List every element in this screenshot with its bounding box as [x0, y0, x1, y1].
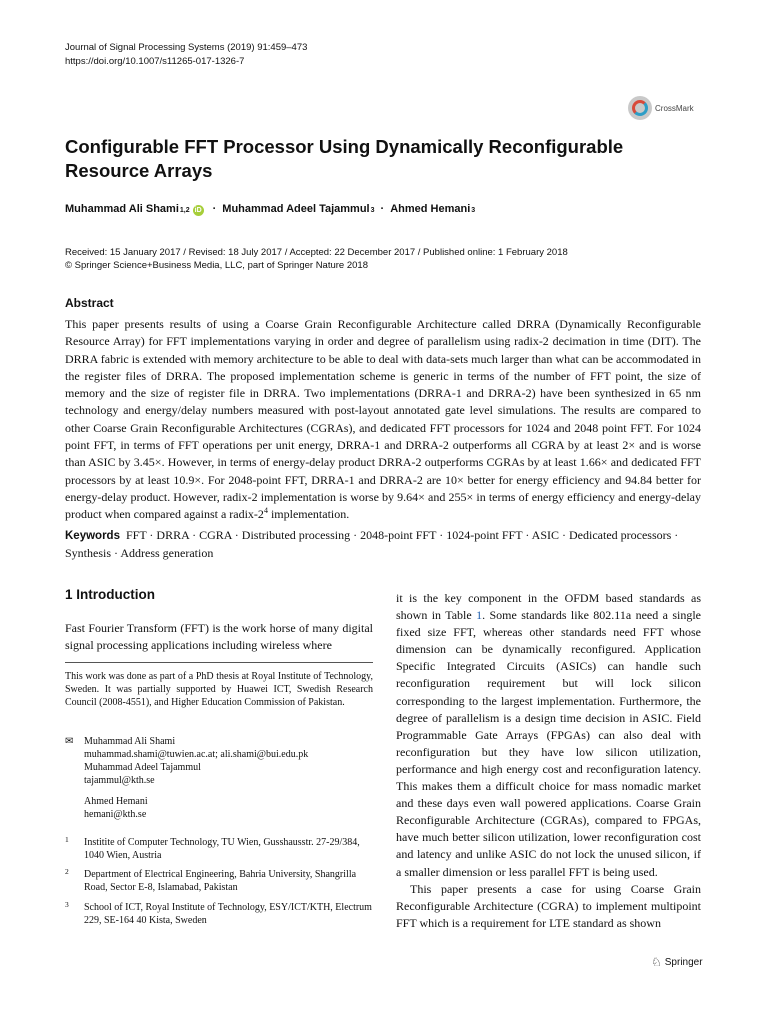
- correspondence-line: Muhammad Adeel Tajammul: [84, 762, 201, 773]
- doi-link[interactable]: https://doi.org/10.1007/s11265-017-1326-7: [65, 56, 245, 67]
- crossmark-label: CrossMark: [655, 103, 694, 113]
- section-heading: 1 Introduction: [65, 587, 155, 602]
- author-separator: ·: [380, 203, 385, 215]
- date-history: Received: 15 January 2017 / Revised: 18 July 2017 / Accepted: 22 December 2017 / Published online: 1 February 2018: [65, 247, 568, 258]
- correspondence-email[interactable]: hemani@kth.se: [84, 809, 147, 820]
- intro-right-paragraph-1: [396, 590, 701, 881]
- author-affiliation-sup: 3: [471, 207, 476, 214]
- intro-right-paragraph-2: This paper presents a case for using Coarse Grain Reconfigurable Architecture (CGRA) to implement multipoint FFT which is a requirement for LTE standard as shown: [396, 881, 701, 930]
- crossmark-icon: [628, 96, 652, 120]
- springer-horse-icon: ♘: [651, 955, 662, 969]
- intro-right-column: [396, 590, 701, 932]
- correspondence-email[interactable]: tajammul@kth.se: [84, 775, 155, 786]
- abstract-heading: Abstract: [65, 296, 114, 310]
- correspondence-line: Muhammad Ali Shami: [84, 736, 176, 747]
- publisher-name: Springer: [664, 956, 703, 968]
- publisher-logo: [651, 955, 703, 969]
- orcid-icon[interactable]: iD: [194, 207, 202, 214]
- affiliation-text: Institite of Computer Technology, TU Wien, Gusshausstr. 27-29/384, 1040 Wien, Austria: [84, 837, 360, 861]
- keywords-text: FFT · DRRA · CGRA · Distributed processing · 2048-point FFT · 1024-point FFT · ASIC · Dedicated processors · Synthesis · Address generation: [65, 528, 679, 560]
- author-list: [65, 203, 475, 216]
- affiliation-text: School of ICT, Royal Institute of Technology, ESY/ICT/KTH, Electrum 229, SE-164 40 Kista, Sweden: [84, 902, 372, 926]
- footnote-divider: [65, 662, 373, 663]
- journal-citation: Journal of Signal Processing Systems (2019) 91:459–473: [65, 42, 308, 53]
- author-name[interactable]: Muhammad Adeel Tajammul: [222, 203, 370, 215]
- footnote-text: This work was done as part of a PhD thesis at Royal Institute of Technology, Sweden. It was partially supported by Huawei ICT, Swedish Research Council (2008-4551), and Higher Education Commission of Pakistan.: [65, 671, 373, 708]
- journal-header: [65, 41, 307, 69]
- abstract-end: implementation.: [267, 507, 350, 522]
- intro-text: . Some standards like 802.11a need a single fixed size FFT, whereas other standards need FFT whose dimension can be dynamically reconfigured. Application Specific Integrated Circuits (ASICs) can handle such reconfiguration requirement but will lock silicon corresponding to the largest implementation. Furthermore, the degree of parallelism is a design time decision in ASIC. Field Programmable Gate Arrays (FPGAs) can also deal with reconfiguration but they have low silicon utilization, performance and high energy cost and reconfiguration latency. This makes them a difficult choice for mass nomadic market and these days even wall powered applications. Coarse Grain Reconfigurable Architecture (CGRAs), compared to FPGAs, have much better silicon utilization, lower reconfiguration cost and latency and unlike ASIC do not lock the unused silicon, if a smaller dimension or less parallel FFT is being used.: [396, 608, 701, 879]
- affiliation-1: [65, 836, 375, 862]
- affiliation-number: 3: [65, 900, 69, 909]
- affiliation-number: 2: [65, 867, 69, 876]
- affiliation-2: [65, 868, 375, 894]
- correspondence-block: [65, 735, 308, 821]
- table-reference-link[interactable]: 1: [476, 608, 483, 623]
- intro-left-paragraph: Fast Fourier Transform (FFT) is the work horse of many digital signal processing applications including wireless where: [65, 621, 373, 652]
- abstract-superscript: 4: [263, 506, 268, 516]
- correspondence-email[interactable]: muhammad.shami@tuwien.ac.at; ali.shami@bui.edu.pk: [84, 749, 309, 760]
- keywords: [65, 527, 701, 562]
- author-affiliation-sup: 3: [370, 207, 375, 214]
- crossmark-badge[interactable]: [628, 94, 704, 122]
- affiliation-text: Department of Electrical Engineering, Bahria University, Shangrilla Road, Sector E-8, Islamabad, Pakistan: [84, 869, 357, 893]
- envelope-icon: ✉: [65, 736, 74, 747]
- publication-dates: [65, 246, 568, 272]
- author-separator: ·: [212, 203, 217, 215]
- affiliation-3: [65, 901, 375, 927]
- author-name[interactable]: Muhammad Ali Shami: [65, 203, 179, 215]
- author-affiliation-sup: 1,2: [179, 207, 190, 214]
- correspondence-line: Ahmed Hemani: [84, 796, 148, 807]
- keywords-label: Keywords: [65, 530, 120, 542]
- paper-title: Configurable FFT Processor Using Dynamically Reconfigurable Resource Arrays: [65, 136, 624, 181]
- copyright-line: © Springer Science+Business Media, LLC, part of Springer Nature 2018: [65, 260, 368, 271]
- abstract-body: This paper presents results of using a Coarse Grain Reconfigurable Architecture called DRRA (Dynamically Reconfigurable Resource Array) for FFT implementations varying in order and degree of parallelism using radix-2 decimation in time (DIT). The DRRA fabric is extended with memory architecture to be able to deal with data-sets much larger than what can be accommodated in the register files of DRRA. The proposed implementation scheme is generic in terms of the number of FFT point, the size of memory and the size of register file in DRRA. Two implementations (DRRA-1 and DRRA-2) have been synthesized in 65 nm technology and energy/delay numbers measured with post-layout annotated gate level simulations. The results are compared to other Coarse Grain Reconfigurable Architectures (CGRAs), and dedicated FFT processors for 1024 and 2048 point FFT. For 1024 point FFT, in terms of FFT operations per unit energy, DRRA-1 and DRRA-2 outperforms all CGRA by at least 2× and is worse than ASIC by 3.45×. However, in terms of energy-delay product DRRA-2 outperforms CGRAs by at least 1.66× and dedicated FFT processors by at least 10.9×. For 2048-point FFT, DRRA-1 and DRRA-2 are 10× better for energy efficiency and 94.84 better for energy-delay product. However, radix-2 implementation is worse by 9.64× and 255× in terms of energy efficiency and energy-delay product when compared against a radix-2: [65, 317, 701, 522]
- intro-text: it is the key component in the OFDM based standards as shown in Table: [396, 591, 701, 623]
- abstract-text: [65, 316, 701, 524]
- affiliation-number: 1: [65, 835, 69, 844]
- author-name[interactable]: Ahmed Hemani: [390, 203, 471, 215]
